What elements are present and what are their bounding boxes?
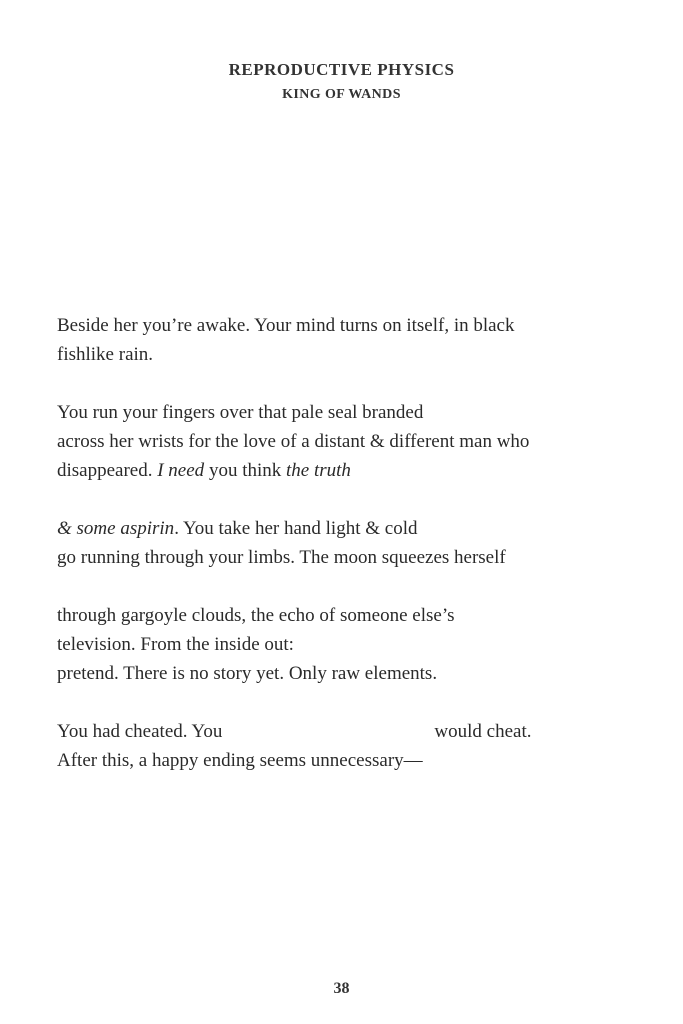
- stanza-5: [57, 717, 657, 775]
- poem-text: . You take her hand light & cold: [174, 518, 418, 539]
- poem-line: television. From the inside out:: [57, 634, 294, 655]
- poem-line: After this, a happy ending seems unnecessary—: [57, 750, 423, 771]
- page-number: 38: [333, 980, 350, 997]
- poem-line: go running through your limbs. The moon squeezes herself: [57, 547, 506, 568]
- stanza-3: [57, 514, 657, 572]
- poem-line: [57, 717, 657, 746]
- poem-italic-text: the truth: [286, 460, 351, 481]
- poem-line: [57, 514, 657, 543]
- poem-text: you think: [204, 460, 286, 481]
- stanza-2: [57, 398, 657, 485]
- poem-text: disappeared.: [57, 460, 158, 481]
- poem-line: Beside her you’re awake. Your mind turns on itself, in black: [57, 315, 515, 336]
- poem-line: [57, 456, 657, 485]
- poem-text: You had cheated. You: [57, 721, 223, 742]
- poem-line: You run your fingers over that pale seal branded: [57, 402, 424, 423]
- poem-body: [57, 311, 657, 804]
- running-title: REPRODUCTIVE PHYSICS: [228, 60, 455, 79]
- poem-line: pretend. There is no story yet. Only raw elements.: [57, 663, 438, 684]
- stanza-4: [57, 601, 657, 688]
- stanza-1: [57, 311, 657, 369]
- poem-title: KING OF WANDS: [282, 87, 401, 102]
- poem-line: through gargoyle clouds, the echo of someone else’s: [57, 605, 455, 626]
- poem-italic-text: & some aspirin: [57, 518, 175, 539]
- poem-text: would cheat.: [434, 721, 532, 742]
- poem-italic-text: I need: [157, 460, 205, 481]
- poem-line: across her wrists for the love of a distant & different man who: [57, 431, 530, 452]
- poem-line: fishlike rain.: [57, 344, 154, 365]
